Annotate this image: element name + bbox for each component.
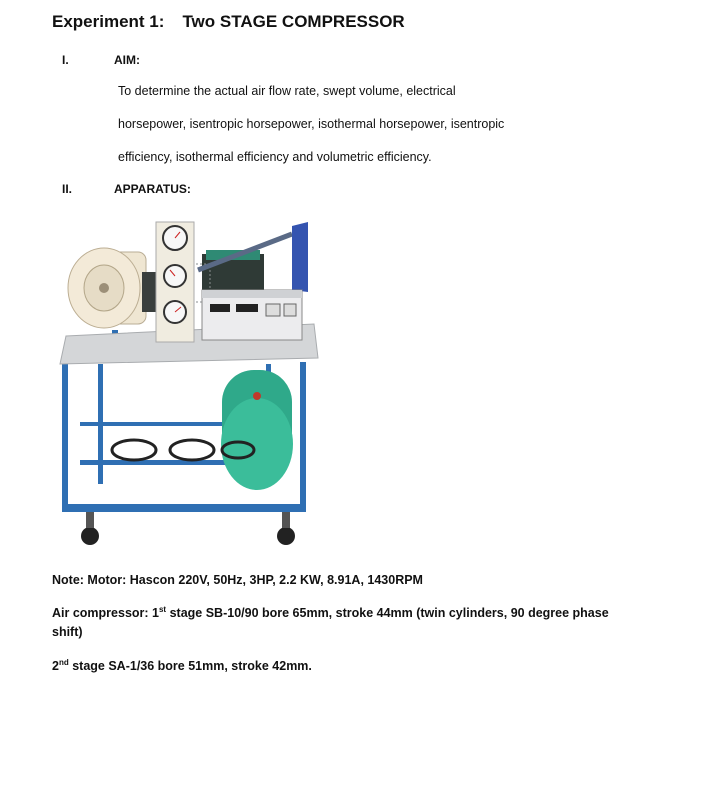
aim-number: I. bbox=[62, 53, 69, 67]
air-tank bbox=[221, 370, 293, 490]
air-compressor-rest: stage SB-10/90 bore 65mm, stroke 44mm (twin cylinders, 90 degree phase shift) bbox=[52, 606, 609, 639]
page-title bbox=[52, 12, 405, 32]
experiment-label: Experiment 1: bbox=[52, 12, 165, 31]
compressor-apparatus-image bbox=[52, 212, 324, 550]
control-box bbox=[202, 290, 302, 340]
second-stage-note bbox=[52, 659, 312, 673]
aim-line-2: horsepower, isentropic horsepower, isothermal horsepower, isentropic bbox=[118, 117, 505, 131]
second-stage-prefix: 2 bbox=[52, 659, 59, 673]
experiment-name: Two STAGE COMPRESSOR bbox=[182, 12, 405, 31]
aim-line-3: efficiency, isothermal efficiency and volumetric efficiency. bbox=[118, 150, 432, 164]
apparatus-heading: APPARATUS: bbox=[114, 182, 191, 196]
air-compressor-prefix: Air compressor: 1 bbox=[52, 606, 159, 620]
casters bbox=[81, 512, 295, 545]
blue-bracket bbox=[292, 222, 308, 292]
apparatus-number: II. bbox=[62, 182, 73, 196]
gauge-panel bbox=[156, 222, 194, 342]
second-stage-rest: stage SA-1/36 bore 51mm, stroke 42mm. bbox=[68, 659, 312, 673]
air-compressor-note bbox=[52, 604, 642, 642]
aim-line-1: To determine the actual air flow rate, swept volume, electrical bbox=[118, 84, 456, 98]
second-superscript: nd bbox=[58, 657, 69, 667]
first-superscript: st bbox=[158, 604, 167, 614]
electric-motor bbox=[68, 248, 146, 328]
aim-heading: AIM: bbox=[114, 53, 140, 67]
motor-note: Note: Motor: Hascon 220V, 50Hz, 3HP, 2.2 KW, 8.91A, 1430RPM bbox=[52, 573, 423, 587]
